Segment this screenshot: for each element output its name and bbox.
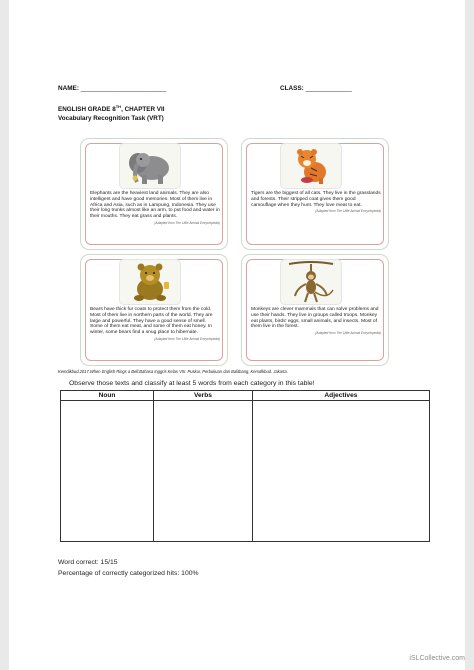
verbs-cell[interactable]: [154, 401, 253, 542]
verbs-header: Verbs: [154, 391, 253, 401]
bear-text: Bears have thick fur coats to protect them from the cold. Most of them live in northern parts of the world. They are large and powerful. They have a good sense of smell. Some of them eat meat, and some of them eat honey. In winter, some bears find a snug place to hibernate.: [90, 307, 213, 336]
citation: Kemdikbud.2017.When English Rings a Bell:Bahasa Inggris Kelas VIII. Puskur, Perbukuan dan Balitbang, Kemdikbud. Jakarta.: [58, 369, 288, 374]
animal-cards: [80, 138, 387, 365]
percentage-correct: Percentage of correctly categorized hits: 100%: [58, 570, 199, 577]
name-field: NAME: ________________________: [58, 85, 167, 92]
tiger-text: Tigers are the biggest of all cats. They live in the grasslands and forests. Their stripped coat gives them good camouflage when they hunt. They love meat to eat.: [251, 191, 381, 208]
name-line: ________________________: [80, 85, 167, 92]
bear-image: [119, 259, 181, 305]
noun-cell[interactable]: [61, 401, 154, 542]
monkey-image: [280, 259, 342, 305]
tiger-source: (Adapted from The Little Animal Encyclopedia): [315, 209, 381, 214]
elephant-card: [80, 138, 228, 250]
adjectives-cell[interactable]: [252, 401, 429, 542]
tiger-card: [241, 138, 389, 250]
worksheet-title: ENGLISH GRADE 8TH, CHAPTER VII Vocabulary Recognition Task (VRT): [58, 104, 165, 123]
elephant-image: [119, 143, 181, 189]
monkey-text: Monkeys are clever mammals that can solve problems and use their hands. They live in groups called troops. Monkey eat plants, birds' eggs, small animals, and insects. Most of them live in the forest.: [251, 307, 379, 330]
worksheet-subtitle: Vocabulary Recognition Task (VRT): [58, 115, 164, 123]
word-correct: Word correct: 15/15: [58, 559, 118, 566]
worksheet-page: [9, 0, 465, 670]
class-line: _____________: [305, 85, 352, 92]
instruction: Observe those texts and classify at least 5 words from each category in this table!: [69, 380, 315, 387]
adjectives-header: Adjectives: [252, 391, 429, 401]
class-field: CLASS: _____________: [280, 85, 352, 92]
elephant-source: (Adapted from The Little Animal Encyclopedia): [154, 220, 220, 225]
classification-table: [60, 390, 430, 542]
noun-header: Noun: [61, 391, 154, 401]
elephant-text: Elephants are the heaviest land animals. They are also intelligent and have good memories. Most of them live in Africa and Asia, such as in Lampung, Indonesia. They use their long trunks almost like an arm, to put food and water in their mouths. They eat grass and plants.: [90, 191, 220, 220]
bear-source: (Adapted from The Little Animal Encyclopedia): [154, 336, 220, 341]
monkey-source: (Adapted from The Little Animal Encyclopedia): [315, 331, 381, 336]
bear-card: [80, 254, 228, 366]
watermark: iSLCollective.com: [409, 655, 465, 662]
monkey-card: [241, 254, 389, 366]
tiger-image: [280, 143, 342, 189]
